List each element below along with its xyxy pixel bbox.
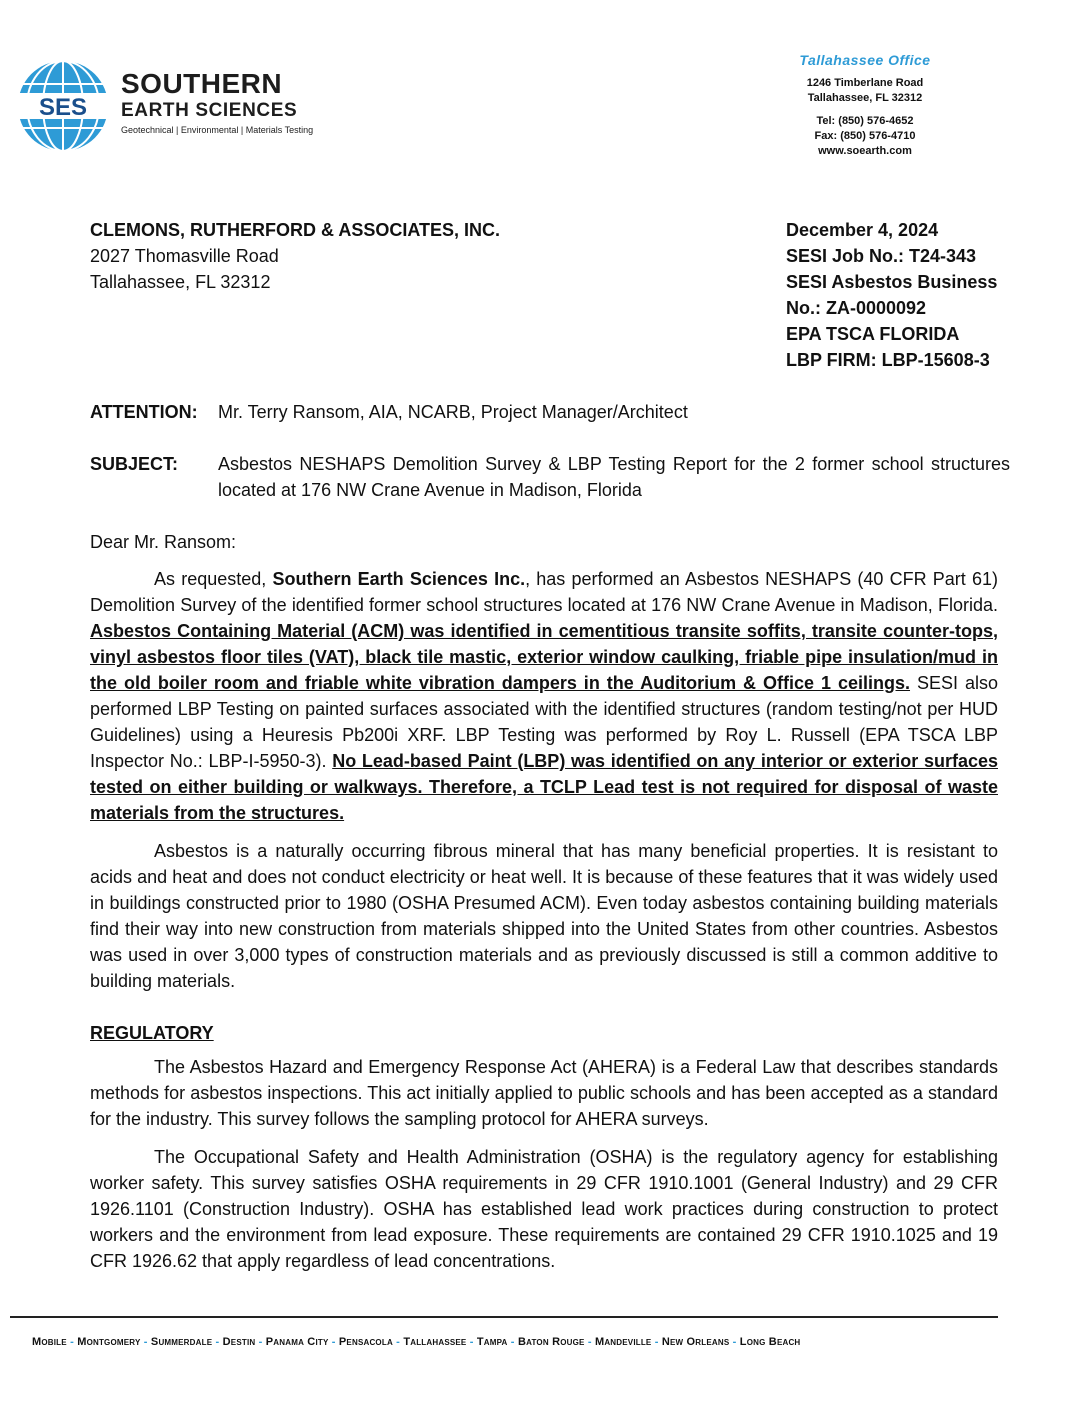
logo-initials: SES: [38, 94, 88, 121]
attention-row: [90, 399, 1010, 425]
footer-city-list: [32, 1336, 800, 1348]
epa-tsca: EPA TSCA FLORIDA: [786, 324, 960, 344]
subject-value: Asbestos NESHAPS Demolition Survey & LBP Testing Report for the 2 former school structures located at 176 NW Crane Avenue in Madison, Florida: [218, 454, 1010, 500]
footer-city: Long Beach: [739, 1336, 801, 1348]
footer-separator: -: [584, 1336, 595, 1348]
footer-separator: -: [212, 1336, 223, 1348]
recipient-block: [90, 217, 500, 295]
attention-value: Mr. Terry Ransom, AIA, NCARB, Project Manager/Architect: [218, 402, 688, 422]
company-name-line1: SOUTHERN: [121, 68, 283, 99]
subject-row: [90, 451, 1010, 503]
regulatory-heading: REGULATORY: [90, 1023, 214, 1043]
attention-label: ATTENTION:: [90, 402, 198, 422]
job-number: SESI Job No.: T24-343: [786, 246, 977, 266]
company-name-line2: EARTH SCIENCES: [121, 100, 298, 121]
footer-separator: -: [328, 1336, 339, 1348]
intro-paragraph: [90, 566, 998, 826]
footer-separator: -: [466, 1336, 477, 1348]
footer-city: Tampa: [476, 1336, 508, 1348]
footer-divider: [10, 1316, 998, 1318]
office-fax: Fax: (850) 576-4710: [814, 130, 916, 142]
recipient-address-line1: 2027 Thomasville Road: [90, 246, 279, 266]
salutation: Dear Mr. Ransom:: [90, 532, 237, 552]
office-address-line2: Tallahassee, FL 32312: [807, 92, 923, 104]
letter-date: December 4, 2024: [786, 220, 939, 240]
letter-body: [90, 566, 998, 1286]
recipient-name: CLEMONS, RUTHERFORD & ASSOCIATES, INC.: [90, 220, 501, 240]
footer-city: Pensacola: [338, 1336, 393, 1348]
footer-separator: -: [66, 1336, 78, 1348]
asbestos-paragraph: Asbestos is a naturally occurring fibrous mineral that has many beneficial properties. It is resistant to acids and heat and does not conduct electricity or heat well. It is because of these features that it was widely used in buildings constructed prior to 1980 (OSHA Presumed ACM). Even today asbestos containing building materials find their way into new construction from materials shipped into the United States from other countries. Asbestos was used in over 3,000 types of construction materials and as previously discussed is still a common additive to building materials.: [90, 841, 998, 991]
company-logo: [15, 58, 315, 154]
footer-separator: -: [651, 1336, 662, 1348]
company-name: [121, 70, 297, 120]
footer-city: Destin: [222, 1336, 256, 1348]
office-block: [770, 52, 960, 159]
globe-logo-icon: [15, 58, 111, 154]
ahera-paragraph: The Asbestos Hazard and Emergency Response Act (AHERA) is a Federal Law that describes standards methods for asbestos inspections. This act initially applied to public schools and has been accepted as a standard for the industry. This survey follows the sampling protocol for AHERA surveys.: [90, 1057, 998, 1129]
lbp-finding: No Lead-based Paint (LBP) was identified on any interior or exterior surfaces tested on either building or walkways. Therefore, a TCLP Lead test is not required for disposal of waste materials from the structures.: [90, 751, 998, 823]
office-title: Tallahassee Office: [799, 52, 931, 68]
footer-city: Summerdale: [150, 1336, 213, 1348]
intro-part1: As requested,: [154, 569, 273, 589]
lbp-firm: LBP FIRM: LBP-15608-3: [786, 350, 990, 370]
job-info-block: [786, 217, 1016, 373]
intro-part2: , has performed an Asbestos NESHAPS (40 CFR Part 61) Demolition Survey of the identified former school structures located at 176 NW Crane Avenue in Madison, Florida.: [90, 569, 998, 615]
footer-separator: -: [140, 1336, 151, 1348]
footer-city: Mandeville: [594, 1336, 652, 1348]
footer-separator: -: [255, 1336, 266, 1348]
business-number-line1: SESI Asbestos Business: [786, 272, 998, 292]
office-address-line1: 1246 Timberlane Road: [806, 77, 924, 89]
business-number-line2: No.: ZA-0000092: [786, 298, 927, 318]
office-website: www.soearth.com: [818, 145, 912, 157]
intro-part3: SESI also performed LBP Testing on painted surfaces associated with the identified structures (random testing/not per HUD Guidelines) using a Heuresis Pb200i XRF. LBP Testing was performed by Roy L. Russell (EPA TSCA LBP Inspector No.: LBP-I-5950-3).: [90, 673, 998, 771]
footer-city: Montgomery: [77, 1336, 141, 1348]
subject-label: SUBJECT:: [90, 454, 179, 474]
footer-separator: -: [729, 1336, 740, 1348]
company-tagline: Geotechnical | Environmental | Materials Testing: [121, 125, 314, 135]
acm-finding: Asbestos Containing Material (ACM) was identified in cementitious transite soffits, transite counter-tops, vinyl asbestos floor tiles (VAT), black tile mastic, exterior window caulking, friable pipe insulation/mud in the old boiler room and friable white vibration dampers in the Auditorium & Office 1 ceilings.: [90, 621, 998, 693]
footer-separator: -: [392, 1336, 404, 1348]
footer-city: Mobile: [32, 1336, 67, 1348]
footer-separator: -: [507, 1336, 518, 1348]
footer-city: Baton Rouge: [517, 1336, 585, 1348]
footer-city: Panama City: [265, 1336, 329, 1348]
footer-city: New Orleans: [661, 1336, 730, 1348]
footer-city: Tallahassee: [403, 1336, 467, 1348]
company-mention: Southern Earth Sciences Inc.: [272, 569, 526, 589]
osha-paragraph: The Occupational Safety and Health Administration (OSHA) is the regulatory agency for establishing worker safety. This survey satisfies OSHA requirements in 29 CFR 1910.1001 (General Industry) and 29 CFR 1926.1101 (Construction Industry). OSHA has established lead work practices during construction to protect workers and the environment from lead exposure. These requirements are contained 29 CFR 1910.1025 and 19 CFR 1926.62 that apply regardless of lead concentrations.: [90, 1147, 998, 1271]
office-tel: Tel: (850) 576-4652: [816, 115, 914, 127]
recipient-address-line2: Tallahassee, FL 32312: [90, 272, 271, 292]
